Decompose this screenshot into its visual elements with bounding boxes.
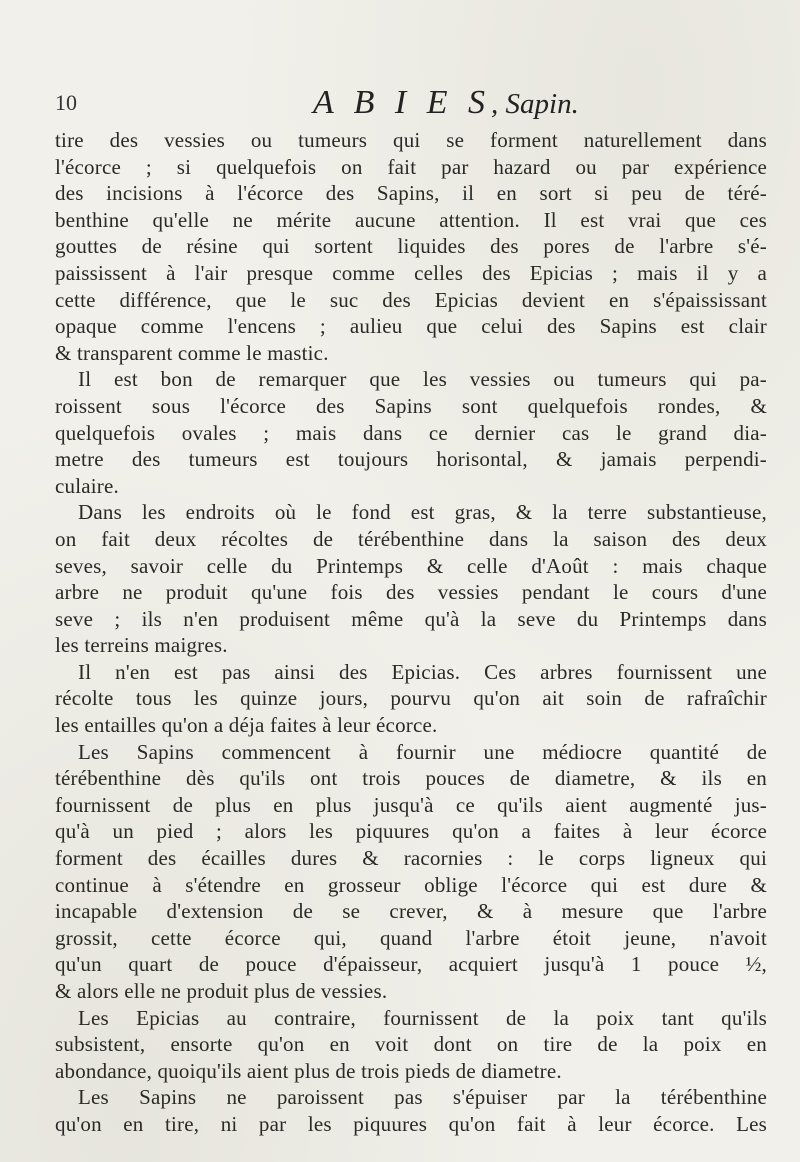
text-line: Les Sapins ne paroissent pas s'épuiser par la térébenthine: [78, 1085, 767, 1110]
text-line: continue à s'étendre en grosseur oblige l'écorce qui est dure &: [55, 872, 767, 897]
text-line: tire des vessies ou tumeurs qui se forment naturellement dans: [55, 128, 767, 152]
text-line: forment des écailles dures & racornies : le corps ligneux qui: [55, 846, 767, 871]
text-line: les terreins maigres.: [55, 633, 228, 658]
text-line: & transparent comme le mastic.: [55, 340, 329, 365]
text-line: arbre ne produit qu'une fois des vessies pendant le cours d'une: [55, 580, 767, 605]
text-line: cette différence, que le suc des Epicias devient en s'épaississant: [55, 287, 767, 312]
text-line: opaque comme l'encens ; aulieu que celui des Sapins est clair: [55, 314, 767, 339]
text-line: seve ; ils n'en produisent même qu'à la seve du Printemps dans: [55, 606, 767, 631]
text-line: qu'à un pied ; alors les piquures qu'on a faites à leur écorce: [55, 819, 767, 844]
text-line: seves, savoir celle du Printemps & celle d'Août : mais chaque: [55, 553, 767, 578]
text-line: paississent à l'air presque comme celles des Epicias ; mais il y a: [55, 260, 767, 285]
text-line: Dans les endroits où le fond est gras, & la terre substantieuse,: [78, 500, 767, 525]
text-line: culaire.: [55, 473, 119, 498]
text-line: Les Sapins commencent à fournir une médiocre quantité de: [78, 739, 767, 764]
text-line: des incisions à l'écorce des Sapins, il en sort si peu de téré-: [55, 181, 767, 206]
text-line: fournissent de plus en plus jusqu'à ce qu'ils aient augmenté jus-: [55, 792, 767, 817]
text-line: subsistent, ensorte qu'on en voit dont on tire de la poix en: [55, 1032, 767, 1057]
text-line: les entailles qu'on a déja faites à leur écorce.: [55, 713, 438, 738]
text-line: roissent sous l'écorce des Sapins sont quelquefois rondes, &: [55, 393, 767, 418]
text-line: Il n'en est pas ainsi des Epicias. Ces arbres fournissent une: [78, 659, 767, 684]
running-title: [313, 84, 579, 122]
text-line: quelquefois ovales ; mais dans ce dernier cas le grand dia-: [55, 420, 767, 445]
text-line: grossit, cette écorce qui, quand l'arbre étoit jeune, n'avoit: [55, 925, 767, 950]
body-text: [55, 127, 767, 1138]
text-line: incapable d'extension de se crever, & à mesure que l'arbre: [55, 899, 767, 924]
text-line: récolte tous les quinze jours, pourvu qu'on ait soin de rafraîchir: [55, 686, 767, 711]
running-title-subtitle: , Sapin.: [491, 88, 579, 120]
text-line: on fait deux récoltes de térébenthine dans la saison des deux: [55, 526, 767, 551]
text-line: metre des tumeurs est toujours horisontal, & jamais perpendi-: [55, 447, 767, 472]
page-number: 10: [55, 90, 77, 115]
text-line: qu'un quart de pouce d'épaisseur, acquiert jusqu'à 1 pouce ½,: [55, 952, 767, 977]
text-line: Il est bon de remarquer que les vessies ou tumeurs qui pa-: [78, 367, 767, 392]
text-line: & alors elle ne produit plus de vessies.: [55, 979, 388, 1003]
text-line: abondance, quoiqu'ils aient plus de trois pieds de diametre.: [55, 1058, 562, 1083]
text-line: térébenthine dès qu'ils ont trois pouces de diametre, & ils en: [55, 766, 767, 791]
running-title-main: A B I E S: [313, 84, 492, 121]
text-line: gouttes de résine qui sortent liquides des pores de l'arbre s'é-: [55, 234, 767, 259]
text-line: qu'on en tire, ni par les piquures qu'on fait à leur écorce. Les: [55, 1111, 767, 1136]
text-line: l'écorce ; si quelquefois on fait par hazard ou par expérience: [55, 154, 767, 179]
page-header: [55, 84, 755, 128]
text-line: Les Epicias au contraire, fournissent de la poix tant qu'ils: [78, 1005, 767, 1030]
text-line: benthine qu'elle ne mérite aucune attention. Il est vrai que ces: [55, 207, 767, 232]
